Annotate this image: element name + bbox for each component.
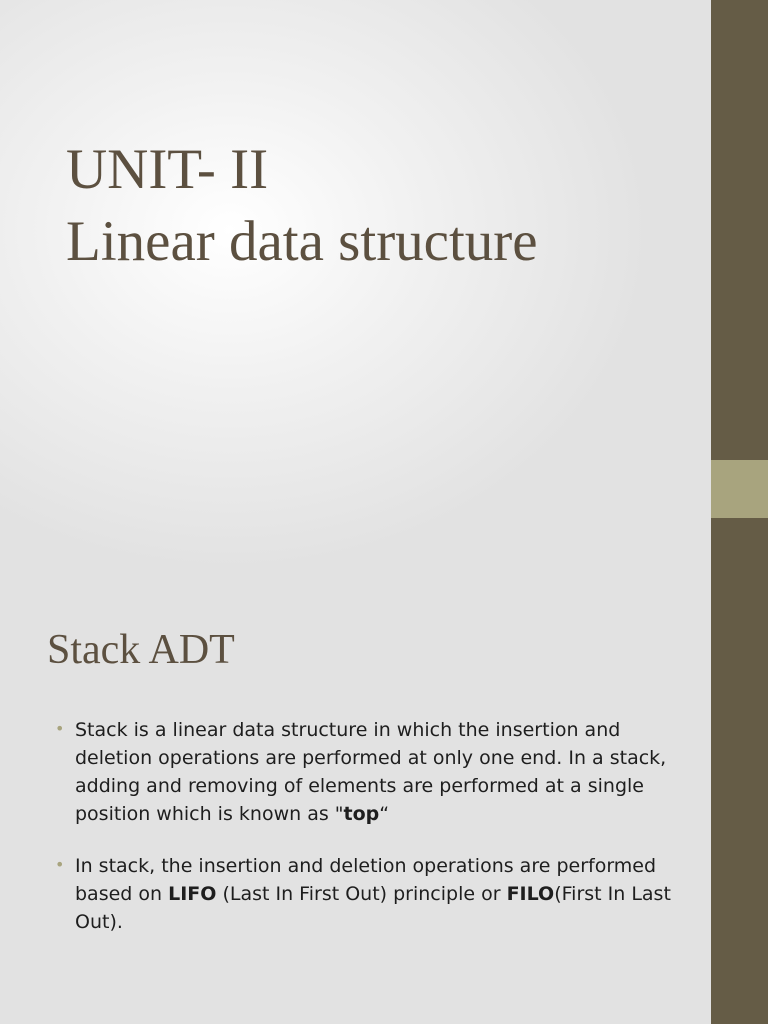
bullet-list — [55, 716, 695, 936]
bullet-item-lifo-principle — [55, 852, 695, 936]
bullet-text: (Last In First Out) principle or — [216, 883, 507, 905]
slide-title — [66, 134, 538, 278]
bullet-bold-term: LIFO — [168, 883, 217, 905]
bullet-dot-icon: • — [55, 855, 65, 874]
bullet-text: “ — [379, 803, 390, 825]
title-line-topic: Linear data structure — [66, 210, 538, 273]
section-heading: Stack ADT — [47, 627, 235, 673]
bullet-text: Stack is a linear data structure in which the insertion and deletion operations are performed at only one end. In a stack, adding and removing of elements are performed at a single position which is known as " — [75, 719, 667, 825]
bullet-dot-icon: • — [55, 719, 65, 738]
sidebar-accent-block — [711, 460, 768, 518]
bullet-bold-term: FILO — [506, 883, 555, 905]
bullet-item-stack-definition — [55, 716, 695, 828]
bullet-text: In stack, the insertion and deletion operations are performed based on — [75, 855, 657, 905]
bullet-bold-term: top — [343, 803, 380, 825]
title-line-unit: UNIT- II — [66, 138, 269, 201]
bullet-text: (First In Last Out). — [75, 883, 671, 933]
